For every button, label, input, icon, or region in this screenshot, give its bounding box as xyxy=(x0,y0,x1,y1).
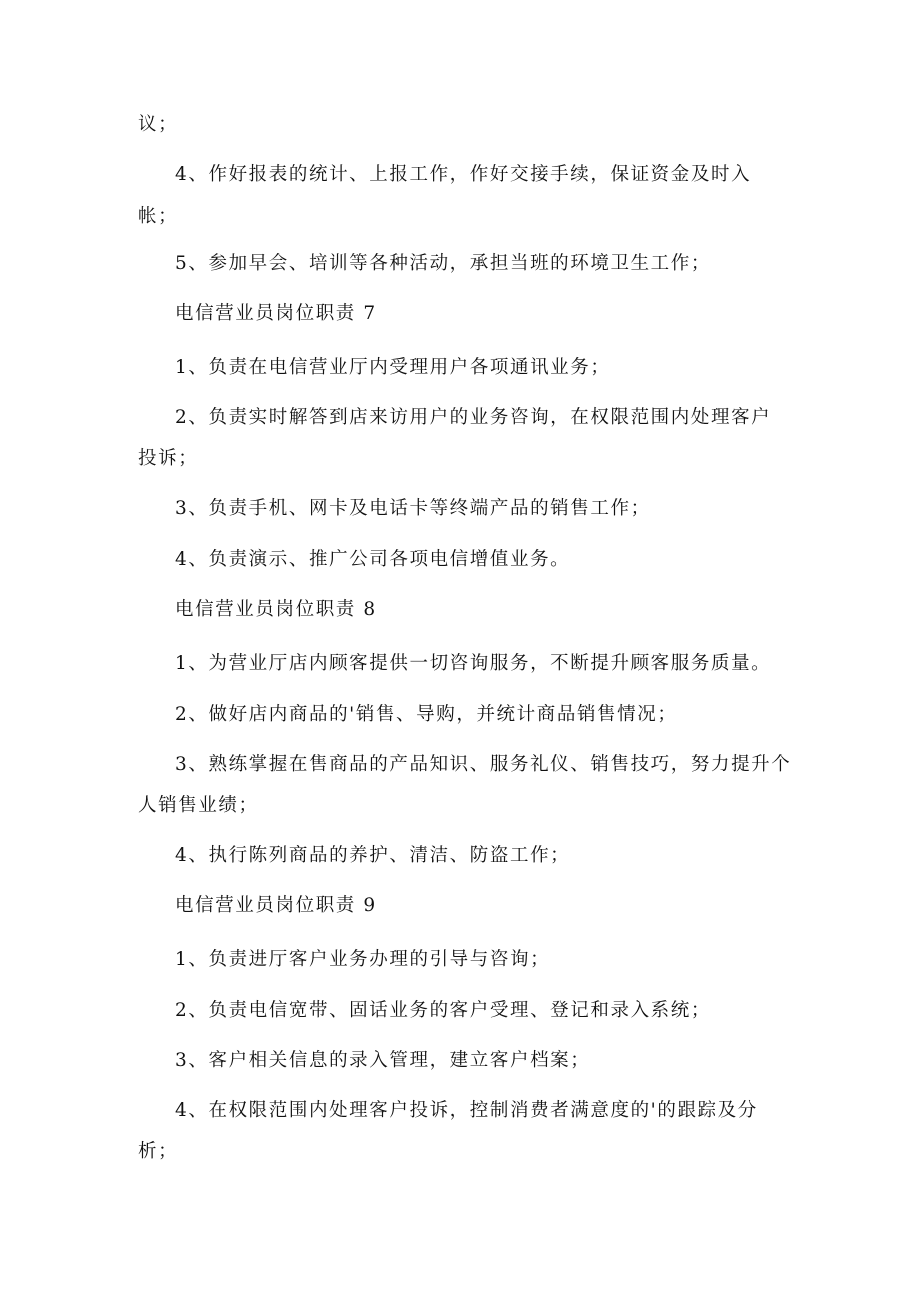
paragraph-line: 1、为营业厅店内顾客提供一切咨询服务，不断提升顾客服务质量。 xyxy=(175,653,772,674)
section-heading: 电信营业员岗位职责 7 xyxy=(175,303,377,324)
paragraph-line: 4、负责演示、推广公司各项电信增值业务。 xyxy=(175,549,571,570)
paragraph-line: 3、负责手机、网卡及电话卡等终端产品的销售工作； xyxy=(175,498,651,519)
paragraph-line: 3、客户相关信息的录入管理，建立客户档案； xyxy=(175,1050,591,1071)
paragraph-line: 2、负责实时解答到店来访用户的业务咨询，在权限范围内处理客户 xyxy=(175,407,772,428)
paragraph-line: 议； xyxy=(138,114,179,135)
paragraph-line: 人销售业绩； xyxy=(138,795,259,816)
paragraph-line: 5、参加早会、培训等各种活动，承担当班的环境卫生工作； xyxy=(175,253,711,274)
paragraph-line: 1、负责进厅客户业务办理的引导与咨询； xyxy=(175,949,551,970)
paragraph-line: 2、做好店内商品的'销售、导购，并统计商品销售情况； xyxy=(175,704,678,725)
paragraph-line: 2、负责电信宽带、固话业务的客户受理、登记和录入系统； xyxy=(175,1000,711,1021)
section-heading: 电信营业员岗位职责 9 xyxy=(175,895,377,916)
section-heading: 电信营业员岗位职责 8 xyxy=(175,599,377,620)
paragraph-line: 析； xyxy=(138,1141,179,1162)
paragraph-line: 4、执行陈列商品的养护、清洁、防盗工作； xyxy=(175,845,571,866)
paragraph-line: 3、熟练掌握在售商品的产品知识、服务礼仪、销售技巧，努力提升个 xyxy=(175,754,792,775)
paragraph-line: 投诉； xyxy=(138,448,199,469)
paragraph-line: 4、在权限范围内处理客户投诉，控制消费者满意度的'的跟踪及分 xyxy=(175,1100,758,1121)
paragraph-line: 帐； xyxy=(138,206,179,227)
paragraph-line: 1、负责在电信营业厅内受理用户各项通讯业务； xyxy=(175,357,611,378)
paragraph-line: 4、作好报表的统计、上报工作，作好交接手续，保证资金及时入 xyxy=(175,164,752,185)
